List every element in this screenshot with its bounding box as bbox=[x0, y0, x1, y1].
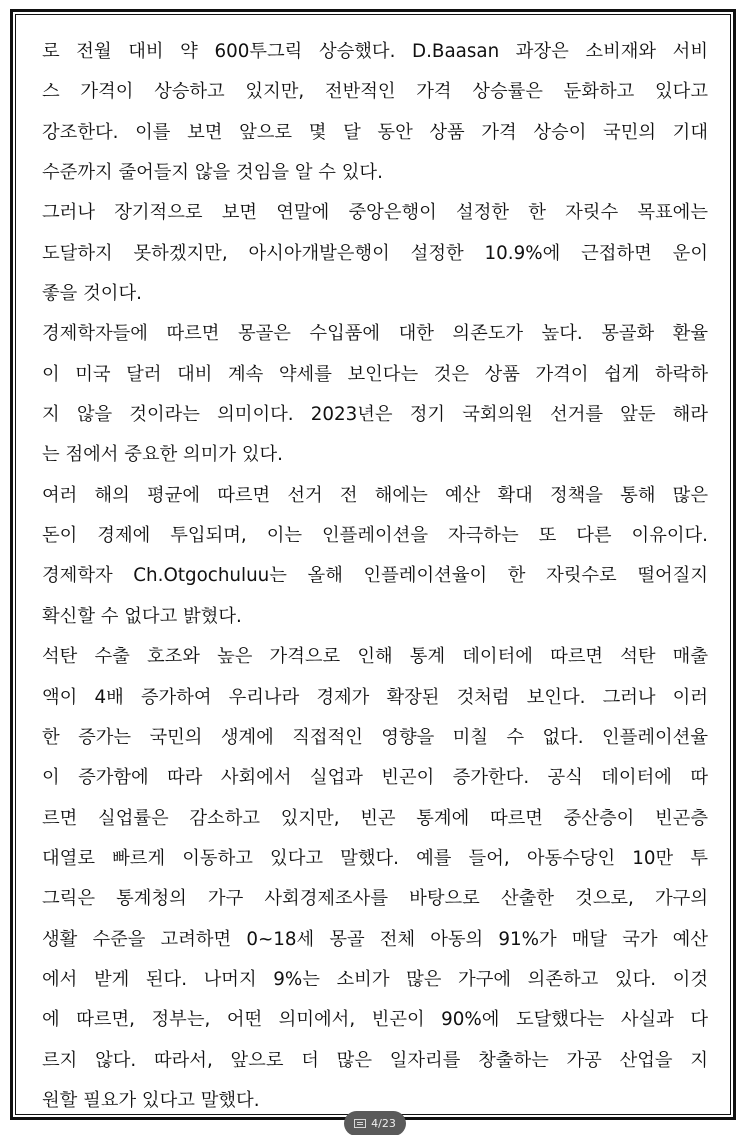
text-line: 에 따르면, 정부는, 어떤 의미에서, 빈곤이 90%에 도달했다는 사실과 다 bbox=[42, 1009, 708, 1031]
text-line: 도달하지 못하겠지만, 아시아개발은행이 설정한 10.9%에 근접하면 운이 bbox=[42, 242, 708, 264]
text-line: 그러나 장기적으로 보면 연말에 중앙은행이 설정한 한 자릿수 목표에는 bbox=[42, 202, 708, 224]
text-line: 경제학자들에 따르면 몽골은 수입품에 대한 의존도가 높다. 몽골화 환율 bbox=[42, 323, 708, 345]
text-line: 강조한다. 이를 보면 앞으로 몇 달 동안 상품 가격 상승이 국민의 기대 bbox=[42, 121, 708, 143]
text-line: 르면 실업률은 감소하고 있지만, 빈곤 통계에 따르면 중산층이 빈곤층 bbox=[42, 807, 708, 829]
text-line: 좋을 것이다. bbox=[42, 283, 142, 305]
text-line: 그릭은 통계청의 가구 사회경제조사를 바탕으로 산출한 것으로, 가구의 bbox=[42, 888, 708, 910]
text-line: 수준까지 줄어들지 않을 것임을 알 수 있다. bbox=[42, 162, 383, 184]
text-line: 액이 4배 증가하여 우리나라 경제가 확장된 것처럼 보인다. 그러나 이러 bbox=[42, 686, 708, 708]
text-line: 스 가격이 상승하고 있지만, 전반적인 가격 상승률은 둔화하고 있다고 bbox=[42, 81, 708, 103]
text-line: 석탄 수출 호조와 높은 가격으로 인해 통계 데이터에 따르면 석탄 매출 bbox=[42, 646, 708, 668]
text-line: 한 증가는 국민의 생계에 직접적인 영향을 미칠 수 없다. 인플레이션율 bbox=[42, 726, 708, 748]
text-line: 르지 않다. 따라서, 앞으로 더 많은 일자리를 창출하는 가공 산업을 지 bbox=[42, 1049, 708, 1071]
text-line: 생활 수준을 고려하면 0~18세 몽골 전체 아동의 91%가 매달 국가 예산 bbox=[42, 928, 708, 950]
text-line: 돈이 경제에 투입되며, 이는 인플레이션을 자극하는 또 다른 이유이다. bbox=[42, 525, 708, 547]
page-indicator[interactable] bbox=[344, 1111, 406, 1135]
text-line: 에서 받게 된다. 나머지 9%는 소비가 많은 가구에 의존하고 있다. 이것 bbox=[42, 968, 708, 990]
page-indicator-label: 4/23 bbox=[371, 1117, 396, 1130]
page-icon bbox=[354, 1119, 366, 1128]
text-line: 경제학자 Ch.Otgochuluu는 올해 인플레이션율이 한 자릿수로 떨어질지 bbox=[42, 565, 708, 587]
text-line: 이 증가함에 따라 사회에서 실업과 빈곤이 증가한다. 공식 데이터에 따 bbox=[42, 767, 708, 789]
text-line: 원할 필요가 있다고 말했다. bbox=[42, 1089, 260, 1111]
text-line: 지 않을 것이라는 의미이다. 2023년은 정기 국회의원 선거를 앞둔 해라 bbox=[42, 404, 708, 426]
document-body bbox=[42, 32, 708, 1121]
text-line: 여러 해의 평균에 따르면 선거 전 해에는 예산 확대 정책을 통해 많은 bbox=[42, 484, 708, 506]
text-line: 대열로 빠르게 이동하고 있다고 말했다. 예를 들어, 아동수당인 10만 투 bbox=[42, 847, 708, 869]
text-line: 이 미국 달러 대비 계속 약세를 보인다는 것은 상품 가격이 쉽게 하락하 bbox=[42, 363, 708, 385]
text-line: 는 점에서 중요한 의미가 있다. bbox=[42, 444, 283, 466]
text-line: 확신할 수 없다고 밝혔다. bbox=[42, 605, 242, 627]
text-line: 로 전월 대비 약 600투그릭 상승했다. D.Baasan 과장은 소비재와 서비 bbox=[42, 41, 708, 62]
